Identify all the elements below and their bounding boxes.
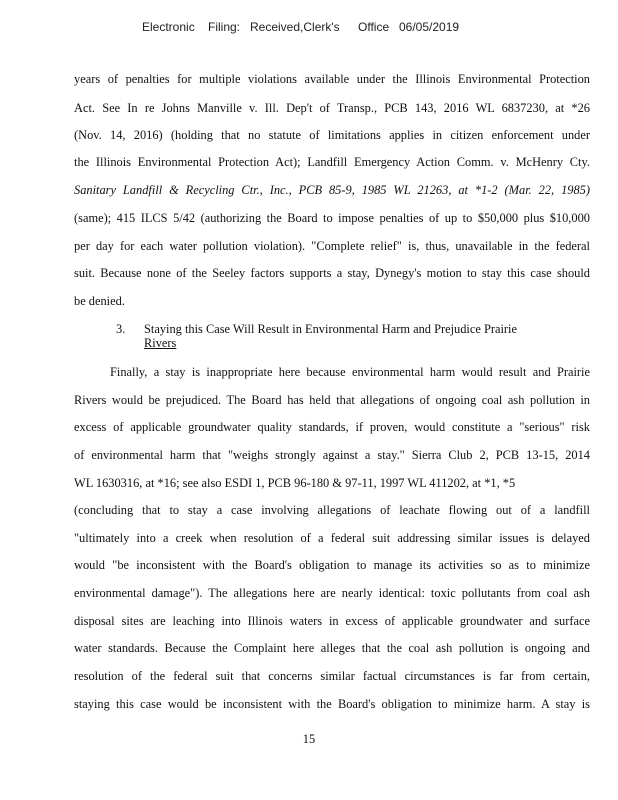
heading-text: Staying this Case Will Result in Environmental Harm and Prejudice Prairie [144,322,517,336]
paragraph-line: suit. Because none of the Seeley factors supports a stay, Dynegy's motion to stay this case should [74,266,590,280]
paragraph-line: Finally, a stay is inappropriate here because environmental harm would result and Prairie [110,365,590,379]
header-date: 06/05/2019 [399,20,460,34]
paragraph-line: Sanitary Landfill & Recycling Ctr., Inc., PCB 85-9, 1985 WL 21263, at *1-2 (Mar. 22, 1985) [74,183,590,197]
paragraph-line: resolution of the federal suit that concerns similar factual circumstances is far from certain, [74,669,590,683]
paragraph-line: staying this case would be inconsistent with the Board's obligation to minimize harm. A stay is [74,697,590,711]
page-number: 15 [302,732,316,746]
header-office: Office [358,20,390,34]
paragraph-line: (same); 415 ILCS 5/42 (authorizing the Board to impose penalties of up to $50,000 plus $10,000 [74,211,590,225]
paragraph-line: per day for each water pollution violation). "Complete relief" is, thus, unavailable in the federal [74,239,590,253]
header-filing: Filing: [208,20,241,34]
paragraph-line: disposal sites are leaching into Illinois waters in excess of applicable groundwater and surface [74,614,590,628]
heading-text-continued: Rivers [144,336,177,350]
paragraph-line: be denied. [74,294,125,308]
paragraph-line: water standards. Because the Complaint here alleges that the coal ash pollution is ongoing and [74,641,590,655]
heading-number: 3. [116,322,126,336]
paragraph-line: Act. See In re Johns Manville v. Ill. Dep't of Transp., PCB 143, 2016 WL 6837230, at *26 [74,101,590,115]
paragraph-line: environmental damage"). The allegations here are nearly identical: toxic pollutants from coal ash [74,586,590,600]
paragraph-line: excess of applicable groundwater quality standards, if proven, would constitute a "serious" risk [74,420,590,434]
paragraph-line: years of penalties for multiple violations available under the Illinois Environmental Protection [74,72,590,86]
header-electronic: Electronic [142,20,195,34]
paragraph-line: "ultimately into a creek when resolution of a federal suit addressing similar issues is delayed [74,531,590,545]
paragraph-line: WL 1630316, at *16; see also ESDI 1, PCB 96-180 & 97-11, 1997 WL 411202, at *1, *5 [74,476,516,490]
paragraph-line: of environmental harm that "weighs strongly against a stay." Sierra Club 2, PCB 13-15, 2014 [74,448,590,462]
paragraph-line: Rivers would be prejudiced. The Board has held that allegations of ongoing coal ash pollution in [74,393,590,407]
header-received: Received,Clerk's [250,20,340,34]
paragraph-line: (Nov. 14, 2016) (holding that no statute of limitations applies in citizen enforcement under [74,128,590,142]
paragraph-line: the Illinois Environmental Protection Act); Landfill Emergency Action Comm. v. McHenry Cty. [74,155,590,169]
paragraph-line: (concluding that to stay a case involving allegations of leachate flowing out of a landfill [74,503,590,517]
paragraph-line: would "be inconsistent with the Board's obligation to manage its activities so as to minimize [74,558,590,572]
